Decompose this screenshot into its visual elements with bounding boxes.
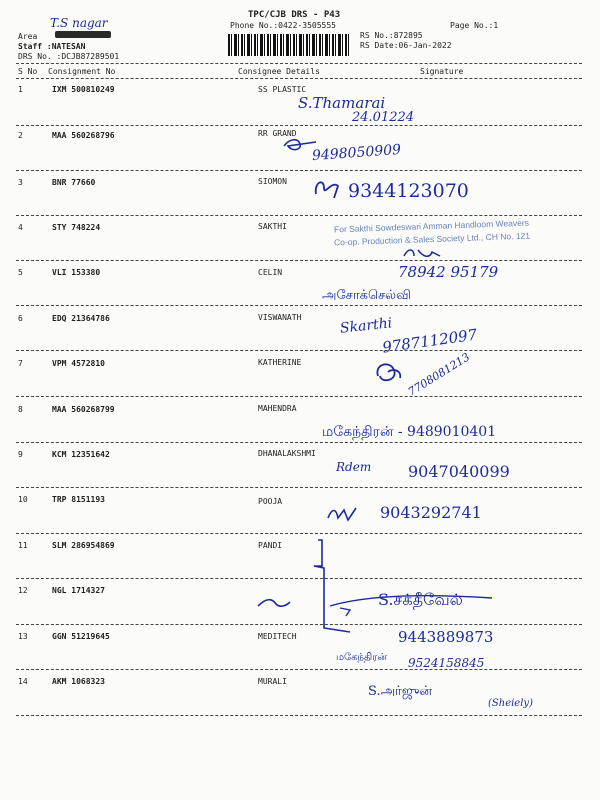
signature-row6-name: Skarthi (339, 315, 393, 337)
signature-row13-number: 9443889873 (398, 628, 494, 646)
signature-row9-name: Rdem (336, 460, 372, 474)
consignment-number: TRP 8151193 (52, 495, 105, 504)
row-sno: 9 (18, 450, 23, 459)
society-stamp-line2: Co-op. Production & Sales Society Ltd., CH No. 121 (333, 230, 531, 248)
signature-row9-number: 9047040099 (408, 462, 510, 481)
consignee-name: MEDITECH (258, 632, 297, 641)
header-rule-bottom (16, 78, 582, 79)
barcode (228, 34, 350, 56)
signature-row5-number: 78942 95179 (398, 263, 499, 281)
row-sno: 10 (18, 495, 28, 504)
row-rule (16, 669, 582, 670)
signature-row2-number: 9498050909 (311, 141, 402, 165)
signature-row7-scribble (372, 358, 408, 388)
consignee-name: MAHENDRA (258, 404, 297, 413)
row-rule (16, 305, 582, 306)
phone-number: Phone No.:0422-3505555 (230, 21, 336, 30)
rs-number: RS No.:872895 (360, 31, 423, 40)
signature-row3-number: 9344123070 (348, 180, 469, 202)
col-signature: Signature (420, 67, 464, 76)
header-rule-top (16, 63, 582, 64)
consignment-number: MAA 560268796 (52, 131, 115, 140)
consignment-number: MAA 560268799 (52, 405, 115, 414)
society-stamp-line1: For Sakthi Sowdeswari Amman Handloom Weavers (333, 217, 530, 235)
signature-row14-name: S.அர்ஜுன் (368, 684, 433, 699)
signature-row5-name: அசோக்செல்வி (322, 288, 411, 303)
consignment-number: EDQ 21364786 (52, 314, 110, 323)
document-title: TPC/CJB DRS - P43 (248, 10, 341, 20)
consignment-number: AKM 1068323 (52, 677, 105, 686)
drs-number: DRS No. :DCJB87289501 (18, 52, 120, 61)
row-rule (16, 260, 582, 261)
row-sno: 7 (18, 359, 23, 368)
row-sno: 13 (18, 632, 28, 641)
row-sno: 14 (18, 677, 28, 686)
row-rule (16, 396, 582, 397)
signature-row3-scribble (312, 176, 342, 200)
row-sno: 1 (18, 85, 23, 94)
row-rule (16, 487, 582, 488)
consignee-name: DHANALAKSHMI (258, 449, 316, 458)
consignment-number: KCM 12351642 (52, 450, 110, 459)
row-rule (16, 170, 582, 171)
signature-row2-scribble (282, 136, 318, 154)
consignment-number: IXM 500810249 (52, 85, 115, 94)
row-sno: 6 (18, 314, 23, 323)
consignment-number: VLI 153380 (52, 268, 101, 277)
row-rule (16, 533, 582, 534)
signature-row8: மகேந்திரன் - 9489010401 (322, 424, 497, 440)
consignee-name: PANDI (258, 541, 283, 550)
redacted-area (55, 31, 111, 38)
consignee-name: RR GRAND (258, 129, 297, 138)
handwritten-area: T.S nagar (50, 16, 108, 30)
signature-row4-scribble (402, 246, 442, 262)
row-sno: 4 (18, 223, 23, 232)
consignee-name: KATHERINE (258, 358, 302, 367)
consignment-number: GGN 51219645 (52, 632, 110, 641)
row-sno: 2 (18, 131, 23, 140)
signature-row14-note: (Sheiely) (488, 698, 533, 709)
row-sno: 12 (18, 586, 28, 595)
row-sno: 11 (18, 541, 28, 550)
row-rule (16, 125, 582, 126)
col-consignment: Consignment No (48, 67, 116, 76)
consignment-number: NGL 1714327 (52, 586, 105, 595)
signature-row7-number: 7708081213 (405, 350, 473, 399)
signature-row6-number: 9787112097 (381, 325, 479, 357)
consignee-name: VISWANATH (258, 313, 302, 322)
consignee-name: SAKTHI (258, 222, 287, 231)
page-number: Page No.:1 (450, 21, 499, 30)
col-sno: S No (18, 67, 38, 76)
signature-row10-scribble (326, 504, 360, 524)
signature-row1-name: S.Thamarai (298, 94, 386, 112)
consignee-name: SS PLASTIC (258, 85, 307, 94)
rs-date: RS Date:06-Jan-2022 (360, 41, 452, 50)
consignee-name: MURALI (258, 677, 287, 686)
consignee-name: POOJA (258, 497, 283, 506)
staff-name: Staff :NATESAN (18, 42, 86, 51)
row-rule (16, 215, 582, 216)
consignee-name: CELIN (258, 268, 283, 277)
row-sno: 3 (18, 178, 23, 187)
row-sno: 5 (18, 268, 23, 277)
signature-row12: S.சக்தீவேல் (378, 590, 463, 609)
consignment-number: VPM 4572810 (52, 359, 105, 368)
area-label: Area (18, 32, 38, 41)
signature-row10-number: 9043292741 (380, 503, 482, 522)
col-consignee: Consignee Details (238, 67, 320, 76)
row-sno: 8 (18, 405, 23, 414)
signature-row1-number: 24.01224 (352, 110, 415, 125)
consignee-name: SIOMON (258, 177, 287, 186)
consignment-number: BNR 77660 (52, 178, 96, 187)
signature-row13-number2: 9524158845 (408, 656, 485, 670)
row-rule (16, 442, 582, 443)
row-rule (16, 350, 582, 351)
row-rule (16, 715, 582, 716)
signature-row13-name: மகேந்திரன் (336, 652, 388, 663)
signature-row12-scribble (256, 596, 292, 610)
consignment-number: STY 748224 (52, 223, 101, 232)
consignment-number: SLM 286954869 (52, 541, 115, 550)
